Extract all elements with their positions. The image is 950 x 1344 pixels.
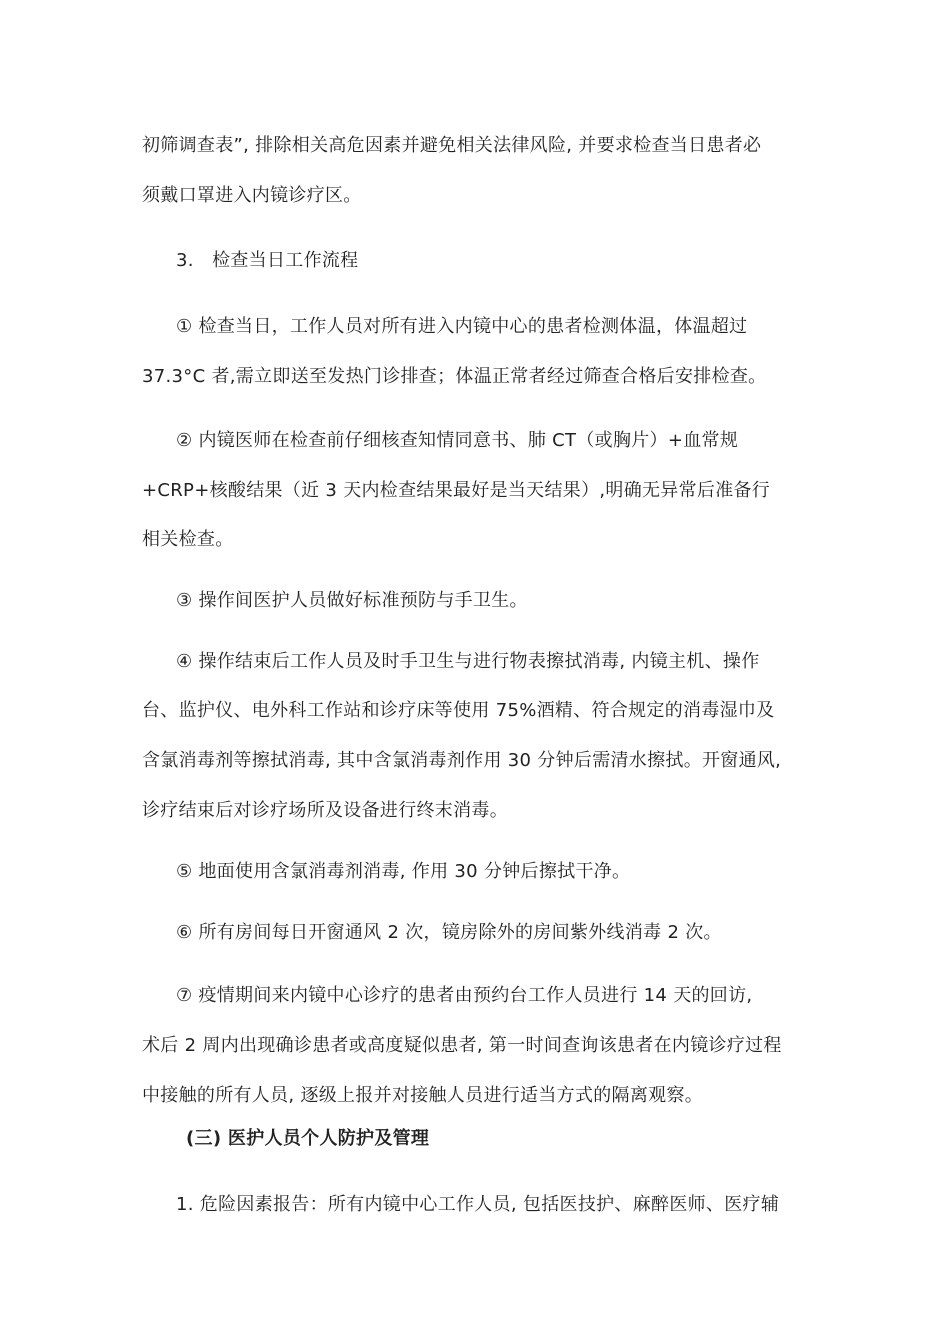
paragraph-line: 中接触的所有人员, 逐级上报并对接触人员进行适当方式的隔离观察。 xyxy=(142,1085,704,1106)
list-item-5: ⑤ 地面使用含氯消毒剂消毒, 作用 30 分钟后擦拭干净。 xyxy=(176,861,631,882)
list-item-4: ④ 操作结束后工作人员及时手卫生与进行物表擦拭消毒, 内镜主机、操作 xyxy=(176,651,760,672)
paragraph-line: 含氯消毒剂等擦拭消毒, 其中含氯消毒剂作用 30 分钟后需清水擦拭。开窗通风, xyxy=(142,750,782,771)
paragraph-line: 诊疗结束后对诊疗场所及设备进行终末消毒。 xyxy=(142,800,508,821)
paragraph-line: 37.3°C 者,需立即送至发热门诊排查；体温正常者经过筛查合格后安排检查。 xyxy=(142,366,767,387)
paragraph-line: 相关检查。 xyxy=(142,529,234,550)
paragraph-line: +CRP+核酸结果（近 3 天内检查结果最好是当天结果）,明确无异常后准备行 xyxy=(142,480,771,501)
section-heading-3: 3. 检查当日工作流程 xyxy=(176,250,359,271)
paragraph-line: 须戴口罩进入内镜诊疗区。 xyxy=(142,185,362,206)
list-item-risk-report: 1. 危险因素报告：所有内镜中心工作人员, 包括医技护、麻醉医师、医疗辅 xyxy=(176,1194,780,1215)
list-item-2: ② 内镜医师在检查前仔细核查知情同意书、肺 CT（或胸片）+血常规 xyxy=(176,430,739,451)
paragraph-line: 术后 2 周内出现确诊患者或高度疑似患者, 第一时间查询该患者在内镜诊疗过程 xyxy=(142,1035,782,1056)
paragraph-line: 台、监护仪、电外科工作站和诊疗床等使用 75%酒精、符合规定的消毒湿巾及 xyxy=(142,700,775,721)
list-item-7: ⑦ 疫情期间来内镜中心诊疗的患者由预约台工作人员进行 14 天的回访, xyxy=(176,985,753,1006)
paragraph-line: 初筛调查表”, 排除相关高危因素并避免相关法律风险, 并要求检查当日患者必 xyxy=(142,135,762,156)
section-heading-personal-protection: (三) 医护人员个人防护及管理 xyxy=(186,1128,430,1149)
list-item-1: ① 检查当日，工作人员对所有进入内镜中心的患者检测体温，体温超过 xyxy=(176,316,748,337)
list-item-3: ③ 操作间医护人员做好标准预防与手卫生。 xyxy=(176,590,528,611)
list-item-6: ⑥ 所有房间每日开窗通风 2 次，镜房除外的房间紫外线消毒 2 次。 xyxy=(176,922,722,943)
